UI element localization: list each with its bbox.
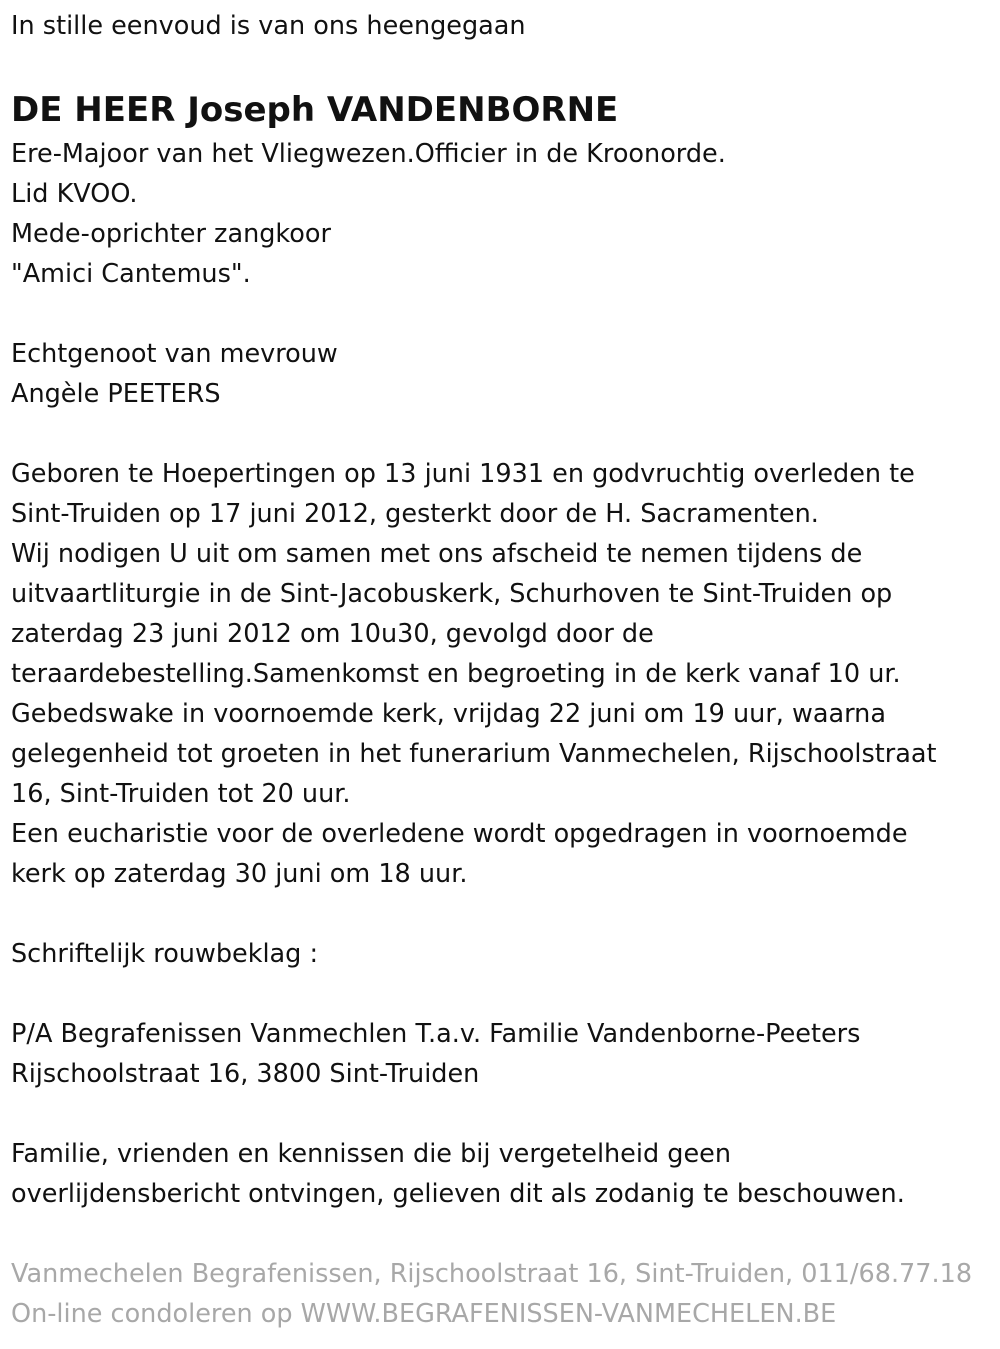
announcement-line: Geboren te Hoepertingen op 13 juni 1931 en godvruchtig overleden te — [11, 459, 915, 489]
announcement-line: Gebedswake in voornoemde kerk, vrijdag 22 juni om 19 uur, waarna — [11, 699, 886, 729]
announcement-line: uitvaartliturgie in de Sint-Jacobuskerk, Schurhoven te Sint-Truiden op — [11, 579, 893, 609]
announcement-line: Wij nodigen U uit om samen met ons afscheid te nemen tijdens de — [11, 539, 863, 569]
announcement-line: kerk op zaterdag 30 juni om 18 uur. — [11, 859, 468, 889]
title-line: "Amici Cantemus". — [11, 259, 251, 289]
address-line: Rijschoolstraat 16, 3800 Sint-Truiden — [11, 1059, 480, 1089]
title-line: Lid KVOO. — [11, 179, 138, 209]
address-block — [11, 1014, 990, 1094]
announcement-line: 16, Sint-Truiden tot 20 uur. — [11, 779, 351, 809]
deceased-name: DE HEER Joseph VANDENBORNE — [11, 90, 619, 130]
notice-line: overlijdensbericht ontvingen, gelieven dit als zodanig te beschouwen. — [11, 1179, 905, 1209]
spouse-line: Echtgenoot van mevrouw — [11, 339, 338, 369]
announcement-line: zaterdag 23 juni 2012 om 10u30, gevolgd door de — [11, 619, 654, 649]
spacer — [11, 974, 990, 1014]
spouse-block — [11, 334, 990, 414]
address-line: P/A Begrafenissen Vanmechlen T.a.v. Familie Vandenborne-Peeters — [11, 1019, 861, 1049]
announcement-line: teraardebestelling.Samenkomst en begroeting in de kerk vanaf 10 ur. — [11, 659, 901, 689]
titles-block — [11, 134, 990, 294]
footer — [11, 1254, 990, 1334]
spacer — [11, 894, 990, 934]
funeral-home-info: Vanmechelen Begrafenissen, Rijschoolstraat 16, Sint-Truiden, 011/68.77.18 — [11, 1259, 973, 1289]
title-line: Ere-Majoor van het Vliegwezen.Officier in de Kroonorde. — [11, 139, 726, 169]
spacer — [11, 1094, 990, 1134]
notice-block — [11, 1134, 990, 1214]
title-line: Mede-oprichter zangkoor — [11, 219, 331, 249]
spacer — [11, 414, 990, 454]
intro-text: In stille eenvoud is van ons heengegaan — [11, 11, 526, 41]
announcement-line: gelegenheid tot groeten in het funerarium Vanmechelen, Rijschoolstraat — [11, 739, 937, 769]
online-condolence-info: On-line condoleren op WWW.BEGRAFENISSEN-VANMECHELEN.BE — [11, 1299, 837, 1329]
spacer — [11, 294, 990, 334]
announcement-line: Sint-Truiden op 17 juni 2012, gesterkt door de H. Sacramenten. — [11, 499, 819, 529]
announcement-line: Een eucharistie voor de overledene wordt opgedragen in voornoemde — [11, 819, 908, 849]
notice-line: Familie, vrienden en kennissen die bij vergetelheid geen — [11, 1139, 731, 1169]
condolence-label: Schriftelijk rouwbeklag : — [11, 939, 319, 969]
announcement-block — [11, 454, 990, 894]
spouse-name: Angèle PEETERS — [11, 379, 221, 409]
